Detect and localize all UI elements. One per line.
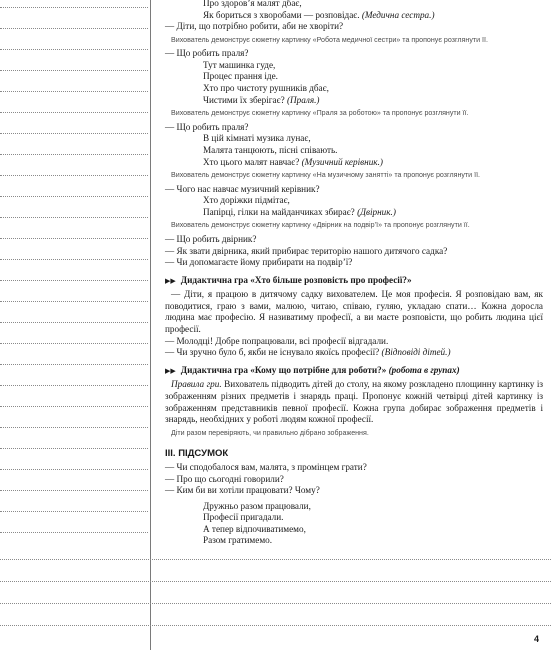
- note-line: [0, 559, 551, 560]
- teacher-note: Вихователь демонструє сюжетну картинку «Праля за роботою» та пропонує розглянути її.: [171, 109, 469, 118]
- note-line: [0, 406, 148, 407]
- note-line: [0, 603, 551, 604]
- note-line: [0, 385, 148, 386]
- rules-body: Вихователь підводить дітей до столу, на якому розкладено площинну картинку із зображенням різних предметів і знарядь праці. Пропонує кожній четвірці дітей картинку із зображенням представників певної професії. Кожна група добирає зображення предметів і знарядь, необхідних у роботі людям кожної професії.: [165, 379, 544, 425]
- game-heading: [165, 275, 543, 288]
- note-line: [0, 154, 148, 155]
- margin-divider: [150, 0, 151, 650]
- question: — Чи допомагаєте йому прибирати на подвір’ї?: [165, 257, 353, 268]
- teacher-note: Вихователь демонструє сюжетну картинку «На музичному занятті» та пропонує розглянути її.: [171, 171, 481, 180]
- rules-label: Правила гри.: [171, 379, 222, 390]
- note-line: [0, 469, 148, 470]
- praise-line: — Молодці! Добре попрацювали, всі професії відгадали.: [165, 335, 389, 346]
- note-line: [0, 91, 148, 92]
- note-line: [0, 238, 148, 239]
- question: — Що робить праля?: [165, 121, 249, 132]
- question: — Діти, що потрібно робити, аби не хворіти?: [165, 21, 344, 32]
- section-title: ІІІ. ПІДСУМОК: [165, 448, 229, 460]
- verse-text: Чистими їх зберігає?: [203, 94, 285, 105]
- note-line: [0, 28, 148, 29]
- note-line: [0, 70, 148, 71]
- note-line: [0, 301, 148, 302]
- verse-line: Дружньо разом працювали,: [203, 500, 311, 511]
- verse: [203, 60, 543, 106]
- note-line: [0, 364, 148, 365]
- verse-line: Тут машинка гуде,: [203, 59, 276, 70]
- page-number: 4: [534, 634, 540, 644]
- note-line: [0, 112, 148, 113]
- teacher-note: Вихователь демонструє сюжетну картинку «Робота медичної сестри» та пропонує розглянути її.: [171, 35, 488, 44]
- double-arrow-icon: ▶▶: [165, 366, 176, 375]
- game-heading: [165, 365, 543, 378]
- note-line: [0, 343, 148, 344]
- verse-answer: (Двірник.): [357, 206, 396, 217]
- final-verse: [203, 501, 543, 547]
- note-line: [0, 7, 148, 8]
- note-line: [0, 581, 551, 582]
- verse-line: Хто доріжки підмітає,: [203, 195, 290, 206]
- question: — Чого нас навчає музичний керівник?: [165, 183, 320, 194]
- verse-text: Папірці, гілки на майданчиках збирає?: [203, 206, 355, 217]
- note-line: [0, 49, 148, 50]
- verse-line: Процес прання іде.: [203, 71, 278, 82]
- question: — Що робить двірник?: [165, 233, 257, 244]
- note-line: [0, 133, 148, 134]
- verse: [203, 133, 543, 168]
- question: — Про що сьогодні говорили?: [165, 473, 284, 484]
- note-line: [0, 280, 148, 281]
- note-line: [0, 259, 148, 260]
- note-line: [0, 175, 148, 176]
- verse-answer: (Праля.): [286, 94, 320, 105]
- game-mode: (робота в групах): [388, 364, 460, 375]
- page-content: [165, 0, 543, 547]
- double-arrow-icon: ▶▶: [165, 276, 176, 285]
- question: — Як звати двірника, який прибирає територію нашого дитячого садка?: [165, 245, 448, 256]
- verse-line: Разом гратимемо.: [203, 535, 273, 546]
- verse-text: Хто цього малят навчає?: [203, 156, 300, 167]
- verse-answer: (Музичний керівник.): [301, 156, 383, 167]
- verse-line: Про здоров’я малят дбає,: [203, 0, 302, 8]
- note-line: [0, 625, 551, 626]
- question: — Що робить праля?: [165, 48, 249, 59]
- verse: [203, 195, 543, 218]
- game-text: — Діти, я працюю в дитячому садку вихователем. Це моя професія. Я розповідаю вам, як поводитися, граю з вами, малюю, читаю, співаю, гуляю, укладаю спати… Кожна доросла людина має професію. Я називатиму професії, а ви маєте розповісти, що робить людина цієї професії.: [165, 289, 543, 335]
- verse-top: [203, 0, 543, 21]
- note-line: [0, 196, 148, 197]
- verse-line: В цій кімнаті музика лунає,: [203, 133, 311, 144]
- rules-text: [165, 379, 543, 425]
- game-title: Дидактична гра «Кому що потрібне для роботи?»: [180, 364, 387, 375]
- verse-line: Хто про чистоту рушників дбає,: [203, 83, 329, 94]
- note-line: [0, 448, 148, 449]
- notes-margin: [0, 0, 150, 650]
- question: — Ким би ви хотіли працювати? Чому?: [165, 485, 320, 496]
- question-answer: (Відповіді дітей.): [381, 347, 451, 358]
- note-line: [0, 532, 148, 533]
- verse-line: Малята танцюють, пісні співають.: [203, 144, 338, 155]
- verse-line: [203, 157, 543, 169]
- question-text: — Чи зручно було б, якби не існувало якоїсь професії?: [165, 347, 380, 358]
- verse-line: [203, 95, 543, 107]
- note-line: [0, 490, 148, 491]
- question: — Чи сподобалося вам, малята, з промінцем грати?: [165, 461, 367, 472]
- verse-line: Професії пригадали.: [203, 512, 284, 523]
- teacher-note: Діти разом перевіряють, чи правильно дібрано зображення.: [171, 428, 369, 437]
- note-line: [0, 217, 148, 218]
- verse-line: А тепер відпочиватимемо,: [203, 523, 306, 534]
- note-line: [0, 322, 148, 323]
- verse-text: Як бориться з хворобами — розповідає.: [203, 9, 360, 20]
- game-title: Дидактична гра «Хто більше розповість про професії?»: [180, 274, 412, 285]
- verse-line: [203, 207, 543, 219]
- question: [165, 347, 543, 359]
- note-line: [0, 511, 148, 512]
- verse-answer: (Медична сестра.): [361, 9, 435, 20]
- verse-line: [203, 10, 543, 22]
- teacher-note: Вихователь демонструє сюжетну картинку «Двірник на подвір’ї» та пропонує розглянути її.: [171, 221, 470, 230]
- note-line: [0, 427, 148, 428]
